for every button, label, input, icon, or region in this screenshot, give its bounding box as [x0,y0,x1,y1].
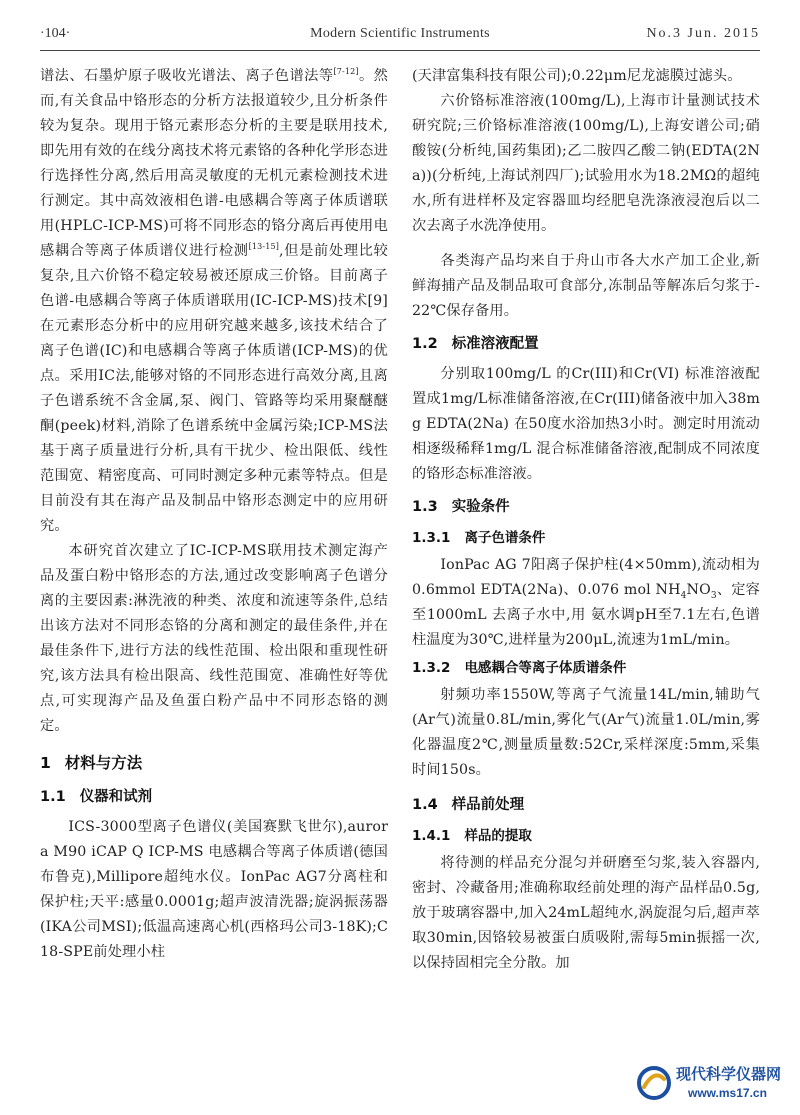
instruments-paragraph: ICS-3000型离子色谱仪(美国赛默飞世尔),aurora M90 iCAP Q ICP-MS 电感耦合等离子体质谱(德国布鲁克),Millipore超纯水仪。IonPac AG7分离柱和保护柱;天平:感量0.0001g;超声波清洗器;旋涡振荡器(IKA公司MSI);低温高速离心机(西格玛公司3-18K);C18-SPE前处理小柱 [40,819,388,960]
text-run: 、定容至1000mL 去离子水中,用 氨水调pH至7.1左右,色谱柱温度为30℃,进样量为200μL,流速为1mL/min。 [412,582,760,648]
section-number: 1.3.2 [412,660,451,676]
icp-ms-paragraph: 射频功率1550W,等离子气流量14L/min,辅助气(Ar气)流量0.8L/min,雾化气(Ar气)流量1.0L/min,雾化器温度2℃,测量质量数:52Cr,采样深度:5mm,采集时间150s。 [412,687,760,778]
section-title: 实验条件 [451,499,510,515]
text-run: ,但是前处理比较复杂,且六价铬不稳定较易被还原成三价铬。目前离子色谱-电感耦合等离子体质谱联用(IC-ICP-MS)技术[9]在元素形态分析中的应用研究越来越多,该技术结合了离子色谱(IC)和电感耦合等离子体质谱(ICP-MS)的优点。采用IC法,能够对铬的不同形态进行高效分离,且离子色谱系统不含金属,泵、阀门、管路等均采用聚醚醚酮(peek)材料,消除了色谱系统中金属污染;ICP-MS法基于离子质量进行分析,具有干扰少、检出限低、线性范围宽、精密度高、可同时测定多种元素等特点。但是目前没有其在海产品及制品中铬形态测定中的应用研究。 [40,243,388,534]
section-title: 电感耦合等离子体质谱条件 [464,660,627,676]
sample-extraction-paragraph: 将待测的样品充分混匀并研磨至匀浆,装入容器内,密封、冷藏备用;准确称取经前处理的海产品样品0.5g,放于玻璃容器中,加入24mL超纯水,涡旋混匀后,超声萃取30min,因铬较易被蛋白质吸附,需每5min振摇一次,以保持固相完全分散。加 [412,855,760,971]
text-run: 。然而,有关食品中铬形态的分析方法报道较少,且分析条件较为复杂。现用于铬元素形态分析的主要是联用技术,即先用有效的在线分离技术将元素铬的各种化学形态进行选择性分离,然后用高灵敏度的无机元素检测技术进行测定。其中高效液相色谱-电感耦合等离子体质谱联用(HPLC-ICP-MS)可将不同形态的铬分离后再使用电感耦合等离子体质谱仪进行检测 [40,68,388,259]
section-title: 仪器和试剂 [79,789,153,805]
section-title: 离子色谱条件 [464,530,546,546]
section-heading-1-4-1 [412,823,760,849]
swirl-logo-icon [636,1065,672,1101]
watermark-title: 现代科学仪器网 [676,1065,782,1083]
standard-solution-paragraph: 分别取100mg/L 的Cr(III)和Cr(VI) 标准溶液配置成1mg/L标准储备溶液,在Cr(III)储备液中加入38mg EDTA(2Na) 在50度水浴加热3小时。测定时用流动相逐级稀释1mg/L 混合标准储备溶液,配制成不同浓度的铬形态标准溶液。 [412,366,760,482]
reagents-paragraph: 六价铬标准溶液(100mg/L),上海市计量测试技术研究院;三价铬标准溶液(100mg/L),上海安谱公司;硝酸铵(分析纯,国药集团);乙二胺四乙酸二钠(EDTA(2Na))(分析纯,上海试剂四厂);试验用水为18.2MΩ的超纯水,所有进样杯及定容器皿均经肥皂洗涤液浸泡后以二次去离子水洗净使用。 [412,93,760,234]
ion-chromatography-paragraph [412,553,760,653]
running-header [40,26,760,50]
issue-info: No.3 Jun. 2015 [646,26,760,41]
section-title: 样品前处理 [451,797,525,813]
subscript: 4 [680,590,687,601]
section-number: 1.4.1 [412,828,451,844]
watermark-url: www.ms17.cn [688,1086,767,1100]
reagents-continued: (天津富集科技有限公司);0.22μm尼龙滤膜过滤头。 [412,68,742,84]
text-run: 谱法、石墨炉原子吸收光谱法、离子色谱法等 [40,68,334,84]
section-number: 1.3.1 [412,530,451,546]
section-heading-1-3 [412,493,760,521]
samples-paragraph: 各类海产品均来自于舟山市各大水产加工企业,新鲜海捕产品及制品取可食部分,冻制品等解冻后匀浆于-22℃保存备用。 [412,253,760,319]
section-number: 1 [40,754,51,772]
citation-ref: [7-12] [333,67,359,76]
section-number: 1.2 [412,336,438,352]
study-summary-paragraph: 本研究首次建立了IC-ICP-MS联用技术测定海产品及蛋白粉中铬形态的方法,通过改变影响离子色谱分离的主要因素:淋洗液的种类、浓度和流速等条件,总结出该方法对不同形态铬的分离和测定的最佳条件,并在最佳条件下,进行方法的线性范围、检出限和重现性研究,该方法具有检出限高、线性范围宽、准确性好等优点,可实现海产品及鱼蛋白粉产品中不同形态铬的测定。 [40,543,388,734]
right-column [412,64,760,976]
section-title: 标准溶液配置 [451,336,539,352]
section-number: 1.3 [412,499,438,515]
left-column [40,64,388,965]
citation-ref: [13-15] [248,242,280,251]
site-watermark [636,1061,786,1107]
section-title: 样品的提取 [464,828,532,844]
section-heading-1-3-2 [412,655,760,681]
text-run: IonPac AG 7阳离子保护柱(4×50mm),流动相为0.6mmol EDTA(2Na)、0.076 mol NH [412,557,760,598]
page-number: ·104· [40,26,71,41]
section-heading-1-2 [412,330,760,358]
section-heading-1-4 [412,791,760,819]
journal-name: Modern Scientific Instruments [310,26,490,41]
header-rule [40,50,760,51]
section-heading-1 [40,749,388,777]
section-number: 1.4 [412,797,438,813]
section-heading-1-3-1 [412,525,760,551]
section-title: 材料与方法 [64,754,143,772]
section-number: 1.1 [40,789,66,805]
subscript: 3 [710,590,717,601]
text-run: NO [686,582,711,598]
section-heading-1-1 [40,783,388,811]
intro-paragraph-continued [40,64,388,539]
